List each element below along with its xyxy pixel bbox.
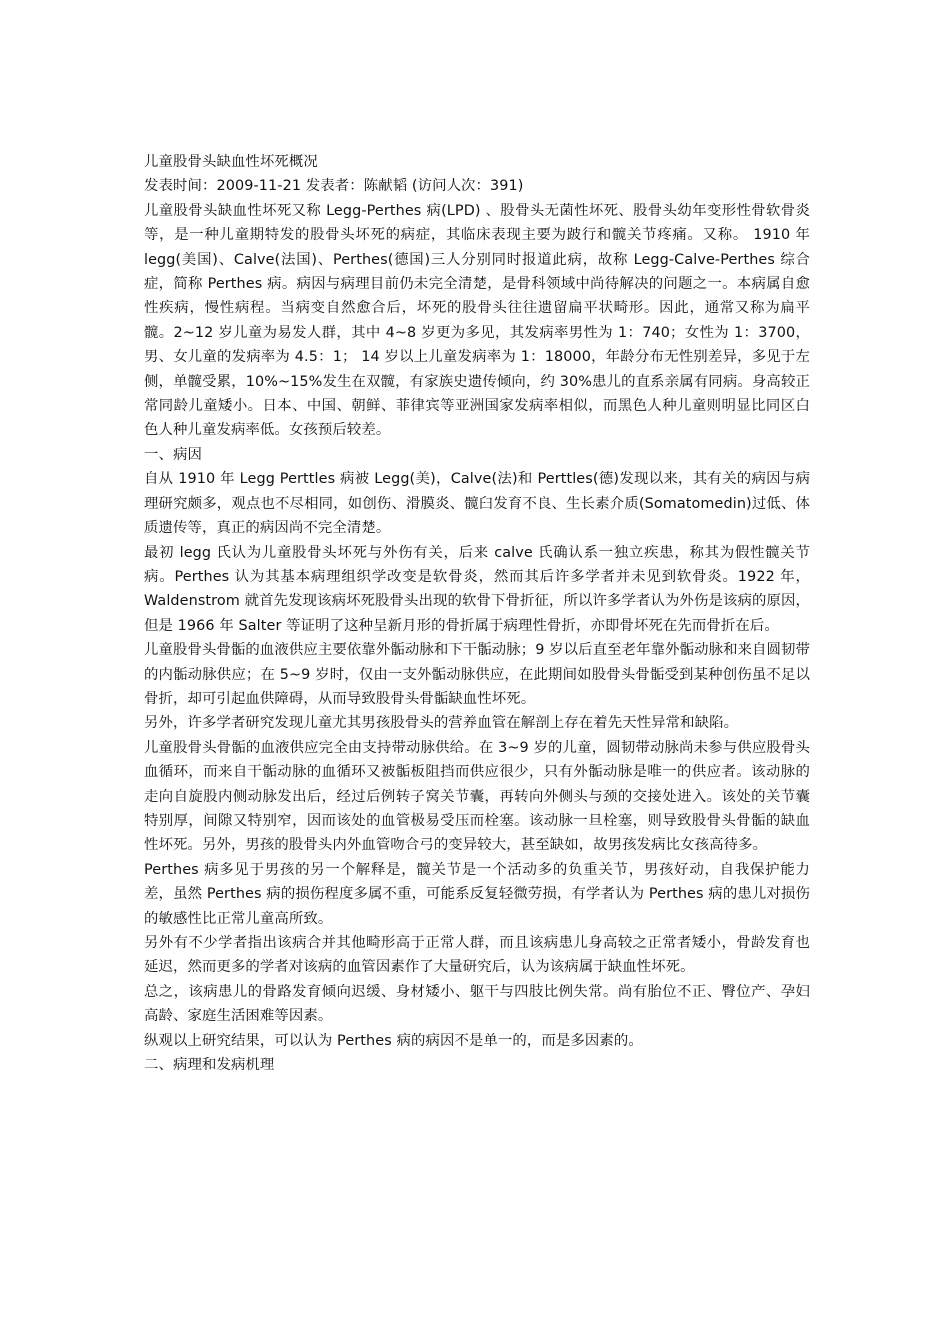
paragraph-blood-supply: 儿童股骨头骨骺的血液供应主要依靠外骺动脉和下干骺动脉；9 岁以后直至老年靠外骺动脉和来自圆韧带的内骺动脉供应；在 5~9 岁时，仅由一支外骺动脉供应，在此期间如股骨头骨骺受到某种创伤虽不足以骨折，却可引起血供障碍，从而导致股骨头骨骺缺血性坏死。 (144, 642, 811, 707)
paragraph-summary: 总之，该病患儿的骨路发育倾向迟缓、身材矮小、躯干与四肢比例失常。尚有胎位不正、臀位产、孕妇高龄、家庭生活困难等因素。 (144, 983, 810, 1025)
paragraph-retinacular-artery: 儿童股骨头骨骺的血液供应完全由支持带动脉供给。在 3~9 岁的儿童，圆韧带动脉尚未参与供应股骨头血循环，而来自干骺动脉的血循环又被骺板阻挡而供应很少，只有外骺动脉是唯一的供应者。该动脉的走向自旋股内侧动脉发出后，经过后例转子窝关节囊，再转向外侧头与颈的交接处进入。该处的关节囊特别厚，间隙又特别窄，因而该处的血管极易受压而栓塞。该动脉一旦栓塞，则导致股骨头骨骺的缺血性坏死。另外，男孩的股骨头内外血管吻合弓的变异较大，甚至缺如，故男孩发病比女孩高待多。 (144, 739, 810, 854)
paragraph-conclusion: 纵观以上研究结果，可以认为 Perthes 病的病因不是单一的，而是多因素的。 (144, 1032, 643, 1049)
paragraph-male-prevalence: Perthes 病多见于男孩的另一个解释是，髋关节是一个活动多的负重关节，男孩好动，自我保护能力差，虽然 Perthes 病的损伤程度多属不重，可能系反复轻微劳损，有学者认为 Perthes 病的患儿对损伤的敏感性比正常儿童高所致。 (144, 861, 810, 927)
section-heading-etiology: 一、病因 (144, 446, 202, 463)
paragraph-intro: 儿童股骨头缺血性坏死又称 Legg-Perthes 病(LPD) 、股骨头无菌性坏死、股骨头幼年变形性骨软骨炎等，是一种儿童期特发的股骨头坏死的病症，其临床表现主要为跛行和髋关节疼痛。又称。 1910 年 legg(美国)、Calve(法国)、Perthes(德国)三人分别同时报道此病，故称 Legg-Calve-Perthes 综合症，简称 Perthes 病。病因与病理目前仍未完全清楚，是骨科领域中尚待解决的问题之一。本病属自愈性疾病，慢性病程。当病变自然愈合后，坏死的股骨头往往遗留扁平状畸形。因此，通常又称为扁平髋。2~12 岁儿童为易发人群，其中 4~8 岁更为多见，其发病率男性为 1：740；女性为 1：3700，男、女儿童的发病率为 4.5：1； 14 岁以上儿童发病率为 1：18000，年龄分布无性别差异，多见于左侧，单髋受累，10%~15%发生在双髋，有家族史遗传倾向，约 30%患儿的直系亲属有同病。身高较正常同龄儿童矮小。日本、中国、朝鲜、菲律宾等亚洲国家发病率相似，而黑色人种儿童则明显比同区白色人种儿童发病率低。女孩预后较差。 (144, 202, 810, 439)
paragraph-deformity: 另外有不少学者指出该病合并其他畸形高于正常人群，而且该病患儿身高较之正常者矮小，骨龄发育也延迟，然而更多的学者对该病的血管因素作了大量研究后，认为该病属于缺血性坏死。 (144, 935, 810, 976)
paragraph-trauma-theory: 最初 legg 氏认为儿童股骨头坏死与外伤有关，后来 calve 氏确认系一独立疾患，称其为假性髋关节病。Perthes 认为其基本病理组织学改变是软骨炎，然而其后许多学者并未见到软骨炎。1922 年，Waldenstrom 就首先发现该病坏死股骨头出现的软骨下骨折征，所以许多学者认为外伤是该病的原因，但是 1966 年 Salter 等证明了这种呈新月形的骨折属于病理性骨折，亦即骨坏死在先而骨折在后。 (144, 544, 810, 634)
section-heading-pathology: 二、病理和发病机理 (144, 1057, 275, 1074)
paragraph-history: 自从 1910 年 Legg Perttles 病被 Legg(美)，Calve(法)和 Perttles(德)发现以来，其有关的病因与病理研究颇多，观点也不尽相同，如创伤、滑膜炎、髋臼发育不良、生长素介质(Somatomedin)过低、体质遗传等，真正的病因尚不完全清楚。 (144, 471, 810, 537)
document-title: 儿童股骨头缺血性坏死概况 (144, 154, 318, 170)
document-page (144, 150, 810, 1077)
paragraph-congenital: 另外，许多学者研究发现儿童尤其男孩股骨头的营养血管在解剖上存在着先天性异常和缺陷。 (144, 715, 739, 732)
publish-meta: 发表时间：2009-11-21 发表者：陈献韬 (访问人次：391) (144, 178, 524, 195)
